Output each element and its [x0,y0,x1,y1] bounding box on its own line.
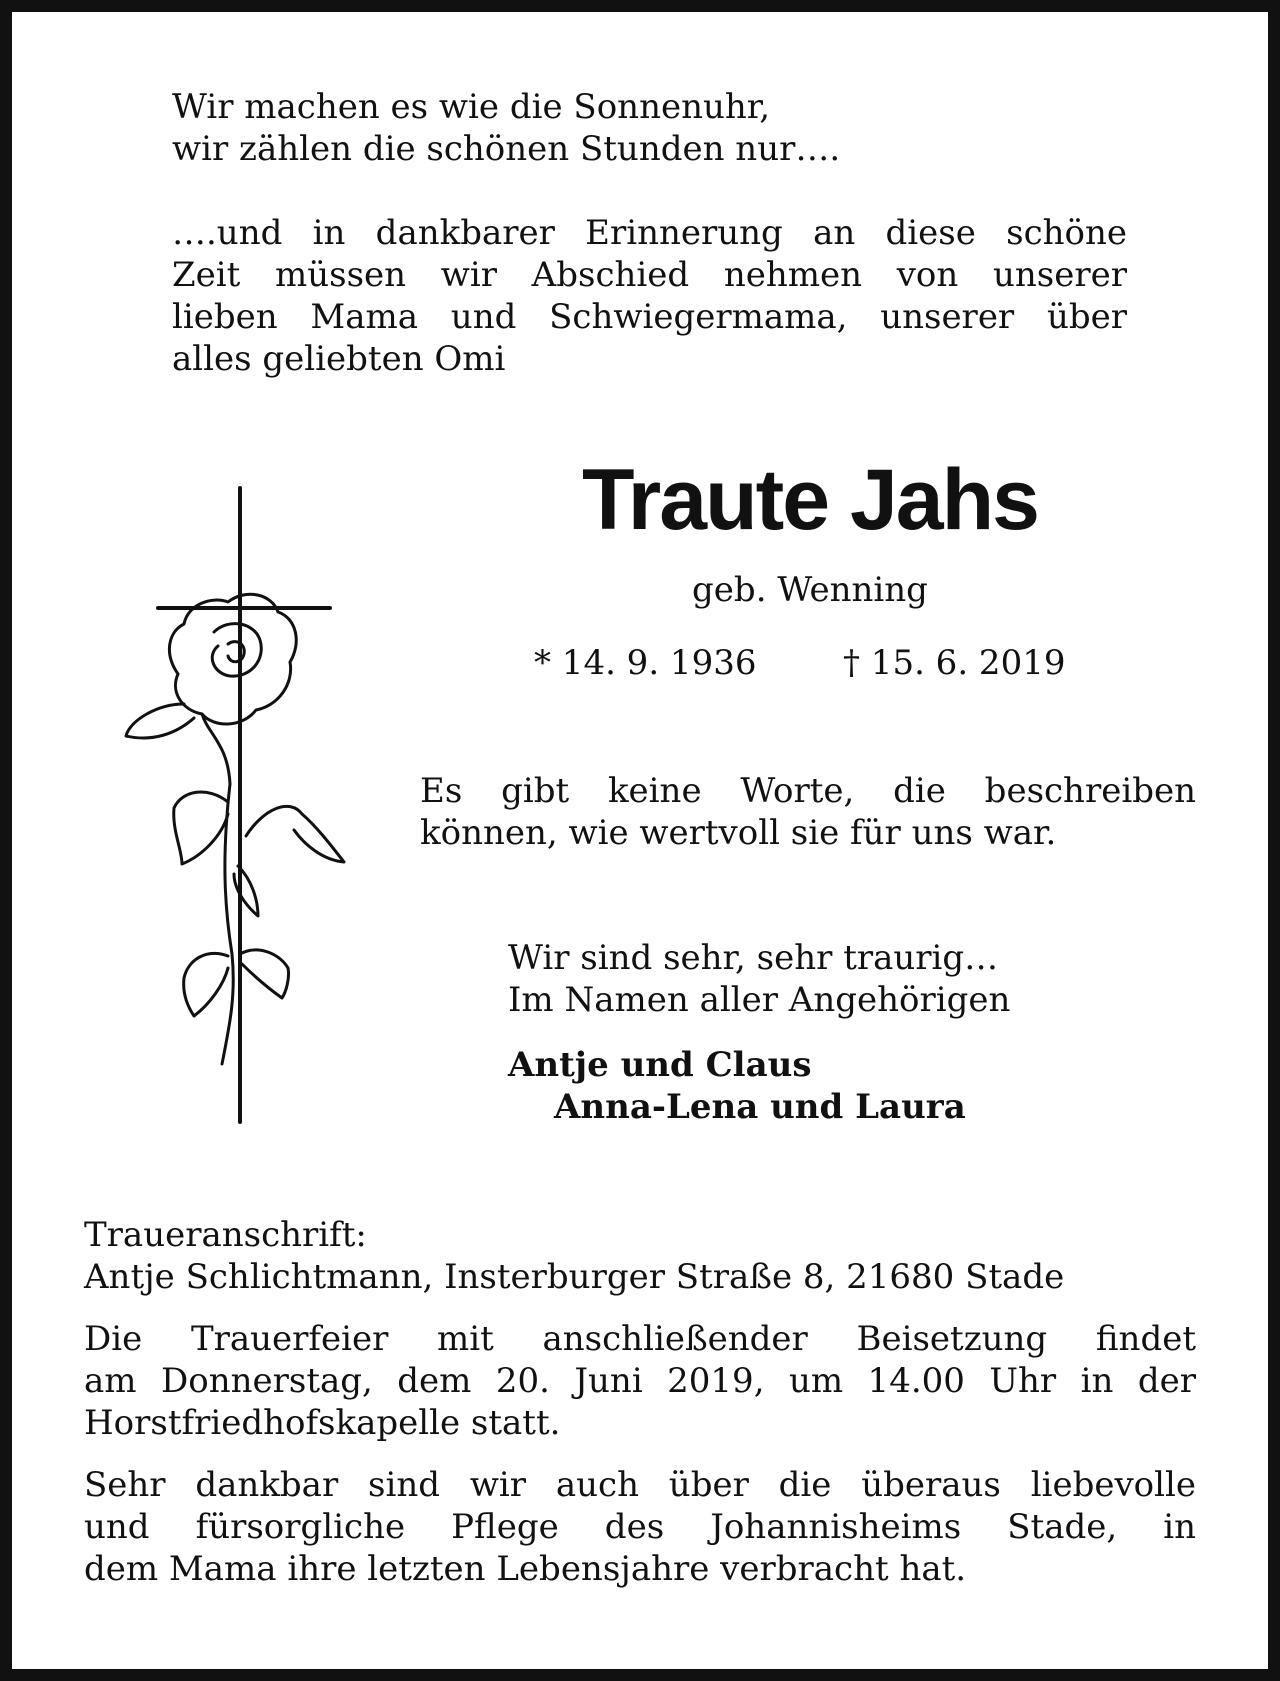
address-value: Antje Schlichtmann, Insterburger Straße 8, 21680 Stade [84,1257,1065,1297]
intro-line: Zeit müssen wir Abschied nehmen von unserer [172,255,1127,295]
verse-line: Wir machen es wie die Sonnenuhr, [172,87,771,127]
thanks-line: Sehr dankbar sind wir auch über die überaus liebevolle [84,1465,1196,1505]
thanks-line: dem Mama ihre letzten Lebensjahre verbracht hat. [84,1549,967,1589]
birth-date: * 14. 9. 1936 [534,643,757,683]
ceremony-line: am Donnerstag, dem 20. Juni 2019, um 14.00 Uhr in der [84,1361,1196,1401]
mourners-line: Im Namen aller Angehörigen [508,980,1011,1020]
deceased-name: Traute Jahs [582,452,1038,548]
intro-paragraph [172,212,1127,380]
intro-line: lieben Mama und Schwiegermama, unserer über [172,297,1127,337]
death-date: † 15. 6. 2019 [843,643,1066,683]
mourner-name-line: Anna-Lena und Laura [554,1087,966,1127]
intro-line: alles geliebten Omi [172,339,506,379]
ceremony-line: Die Trauerfeier mit anschließender Beisetzung findet [84,1319,1196,1359]
mourner-name-line: Antje und Claus [508,1045,812,1085]
ceremony-line: Horstfriedhofskapelle statt. [84,1403,561,1443]
cross-with-rose-icon [118,484,358,1126]
mourners-line: Wir sind sehr, sehr traurig… [508,938,999,978]
mourners-intro [508,937,1010,1021]
intro-line: ….und in dankbarer Erinnerung an diese schöne [172,213,1127,253]
mourning-address [84,1214,1064,1298]
verse [172,86,840,170]
quote-paragraph [420,770,1196,854]
address-label: Traueranschrift: [84,1215,367,1255]
thanks-line: und fürsorgliche Pflege des Johannisheims Stade, in [84,1507,1196,1547]
quote-line: Es gibt keine Worte, die beschreiben [420,771,1196,811]
birth-name: geb. Wenning [692,570,928,610]
ceremony-paragraph [84,1318,1196,1444]
thanks-paragraph [84,1464,1196,1590]
quote-line: können, wie wertvoll sie für uns war. [420,813,1057,853]
mourners-names [508,1044,966,1128]
verse-line: wir zählen die schönen Stunden nur…. [172,129,841,169]
